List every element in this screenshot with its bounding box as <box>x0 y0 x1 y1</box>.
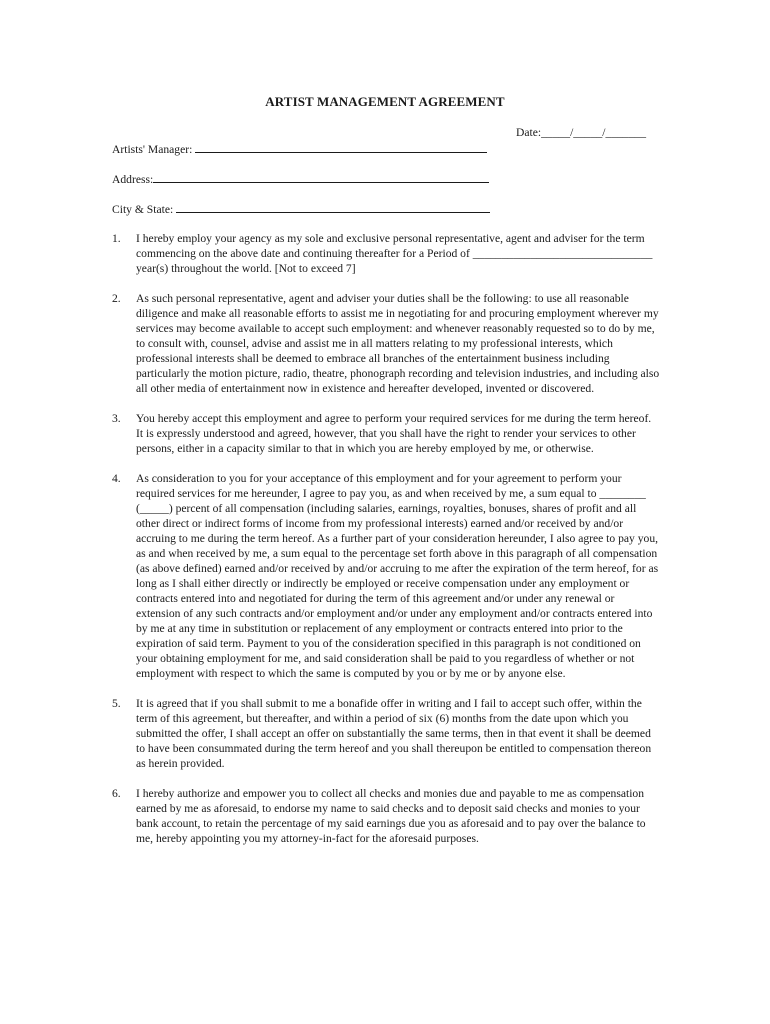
date-line: Date:_____/_____/_______ <box>516 126 647 139</box>
address-blank <box>153 171 489 183</box>
clause-number: 2. <box>112 292 121 305</box>
clause-text: As consideration to you for your acceptance of this employment and for your agreement to perform your required services for me hereunder, I agree to pay you, as and when received by me, a sum equal to ________ (_____) percent of all compensation (including salaries, earnings, royalties, bonuses, shares of profit and all other direct or indirect forms of income from my professional interests) earned and/or received by and/or accruing to me during the term hereof. As a further part of your consideration hereunder, I also agree to pay you, as and when received by me, a sum equal to the percentage set forth above in this paragraph of all compensation (as above defined) earned and/or received by and/or accruing to me after the expiration of the term hereof, for as long as I shall either directly or indirectly be employed or receive compensation under any employment or contracts entered into and negotiated for during the term of this agreement and/or under any renewal or extension of any such contracts and/or employment and/or under any employment and/or contracts entered into by me at any time in substitution or replacement of any employment or contracts entered into prior to the expiration of said term. Payment to you of the consideration specified in this paragraph is not conditioned on your obtaining employment for me, and said consideration shall be paid to you regardless of whether or not employment with respect to which the same is computed by you or by me or by anyone else. <box>136 472 659 680</box>
address-field <box>112 171 489 187</box>
clause-4 <box>112 471 660 681</box>
clause-text: You hereby accept this employment and agree to perform your required services for me during the term hereof. It is expressly understood and agreed, however, that you shall have the right to render your services to other persons, either in a capacity similar to that in which you are hereby employed by me, or otherwise. <box>136 412 652 455</box>
clause-1 <box>112 231 660 276</box>
clause-text: It is agreed that if you shall submit to me a bonafide offer in writing and I fail to accept such offer, within the term of this agreement, but thereafter, and within a period of six (6) months from the date upon which you submitted the offer, I shall accept an offer on substantially the same terms, then in that event it shall be deemed to have been consummated during the term hereof and you shall thereupon be entitled to compensation thereon as herein provided. <box>136 697 652 770</box>
address-label: Address: <box>112 173 154 186</box>
city-state-blank <box>176 201 490 213</box>
artists-manager-blank <box>195 141 487 153</box>
clause-number: 4. <box>112 472 121 485</box>
clause-list <box>112 231 660 861</box>
artists-manager-label: Artists' Manager: <box>112 143 193 156</box>
clause-text: I hereby authorize and empower you to collect all checks and monies due and payable to me as compensation earned by me as aforesaid, to endorse my name to said checks and to deposit said checks and monies to your bank account, to retain the percentage of my said earnings due you as aforesaid and to pay over the balance to me, hereby appointing you my attorney-in-fact for the aforesaid purposes. <box>136 787 646 845</box>
document-title: ARTIST MANAGEMENT AGREEMENT <box>265 94 505 109</box>
clause-number: 5. <box>112 697 121 710</box>
clause-text: As such personal representative, agent and adviser your duties shall be the following: to use all reasonable diligence and make all reasonable efforts to assist me in negotiating for and procuring employment wherever my services may become available to accept such employment: and whenever reasonably requested so to do by me, to consult with, counsel, advise and assist me in all matters relating to my professional interests, which professional interests shall be deemed to embrace all branches of the entertainment business including particularly the motion picture, radio, theatre, phonograph recording and television industries, and including also all other media of entertainment now in existence and hereafter developed, invented or discovered. <box>136 292 660 395</box>
clause-3 <box>112 411 660 456</box>
clause-2 <box>112 291 660 396</box>
clause-6 <box>112 786 660 846</box>
clause-number: 6. <box>112 787 121 800</box>
artists-manager-field <box>112 141 487 157</box>
clause-number: 1. <box>112 232 121 245</box>
clause-number: 3. <box>112 412 121 425</box>
clause-text: I hereby employ your agency as my sole and exclusive personal representative, agent and adviser for the term commencing on the above date and continuing thereafter for a Period of _______________________________ year(s) throughout the world. [Not to exceed 7] <box>136 232 653 275</box>
city-state-field <box>112 201 490 217</box>
city-state-label: City & State: <box>112 203 174 216</box>
clause-5 <box>112 696 660 771</box>
